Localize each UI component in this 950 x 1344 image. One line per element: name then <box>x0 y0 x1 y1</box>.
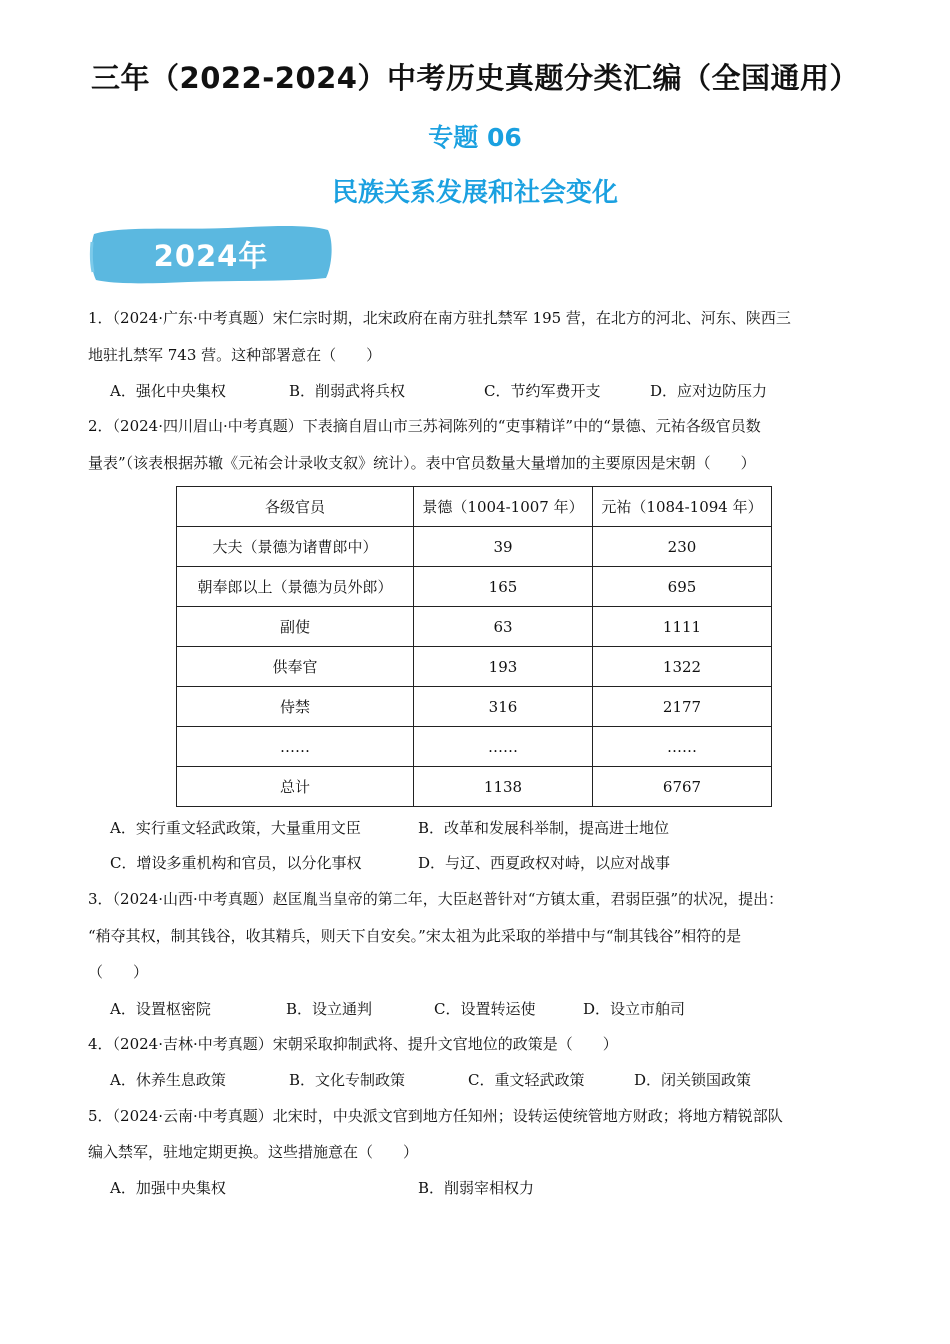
table-header-cell: 各级官员 <box>177 487 414 527</box>
table-row <box>177 607 772 647</box>
question-4-option-d: D．闭关锁国政策 <box>634 1071 752 1089</box>
table-cell: 695 <box>593 567 772 607</box>
question-1-line-2: 地驻扎禁军 743 营。这种部署意在（ ） <box>88 346 382 364</box>
table-cell: 2177 <box>593 687 772 727</box>
question-5-option-a: A．加强中央集权 <box>110 1179 226 1197</box>
table-cell: 1111 <box>593 607 772 647</box>
question-5-line-2: 编入禁军，驻地定期更换。这些措施意在（ ） <box>88 1143 419 1161</box>
question-5-option-b: B．削弱宰相权力 <box>418 1179 535 1197</box>
table-header-row <box>177 487 772 527</box>
table-cell: 230 <box>593 527 772 567</box>
table-cell: 朝奉郎以上（景德为员外郎） <box>177 567 414 607</box>
table-cell: 63 <box>414 607 593 647</box>
question-1-option-c: C．节约军费开支 <box>484 382 601 400</box>
table-cell: 6767 <box>593 767 772 807</box>
question-3-line-3: （ ） <box>88 963 149 981</box>
question-2-option-b: B．改革和发展科举制，提高进士地位 <box>418 819 670 837</box>
question-4-option-b: B．文化专制政策 <box>289 1071 406 1089</box>
question-4-option-a: A．休养生息政策 <box>110 1071 226 1089</box>
table-cell: 1322 <box>593 647 772 687</box>
question-2-option-d: D．与辽、西夏政权对峙，以应对战事 <box>418 854 671 872</box>
question-3-option-a: A．设置枢密院 <box>110 1000 211 1018</box>
table-cell: 165 <box>414 567 593 607</box>
table-cell: 316 <box>414 687 593 727</box>
topic-number: 专题 06 <box>428 123 522 152</box>
question-4-option-c: C．重文轻武政策 <box>468 1071 585 1089</box>
question-1-option-d: D．应对边防压力 <box>650 382 768 400</box>
question-1-option-a: A．强化中央集权 <box>110 382 226 400</box>
year-label: 2024年 <box>153 239 269 273</box>
table-cell: …… <box>414 727 593 767</box>
question-2-line-2: 量表”（该表根据苏辙《元祐会计录收支叙》统计）。表中官员数量大量增加的主要原因是宋朝（ ） <box>88 454 756 472</box>
question-2-option-c: C．增设多重机构和官员，以分化事权 <box>110 854 362 872</box>
table-cell: 大夫（景德为诸曹郎中） <box>177 527 414 567</box>
question-3-line-2: “稍夺其权，制其钱谷，收其精兵，则天下自安矣。”宋太祖为此采取的举措中与“制其钱谷”相符的是 <box>88 927 742 945</box>
table-cell: 总计 <box>177 767 414 807</box>
question-2-option-a: A．实行重文轻武政策，大量重用文臣 <box>110 819 361 837</box>
question-2-line-1: 2．（2024·四川眉山·中考真题）下表摘自眉山市三苏祠陈列的“吏事精详”中的“景德、元祐各级官员数 <box>88 417 761 435</box>
table-cell: 侍禁 <box>177 687 414 727</box>
question-5-line-1: 5．（2024·云南·中考真题）北宋时，中央派文官到地方任知州；设转运使统管地方财政；将地方精锐部队 <box>88 1107 783 1125</box>
year-badge <box>88 222 334 286</box>
question-1-line-1: 1．（2024·广东·中考真题）宋仁宗时期，北宋政府在南方驻扎禁军 195 营，在北方的河北、河东、陕西三 <box>88 309 791 327</box>
table-cell: 193 <box>414 647 593 687</box>
question-1-option-b: B．削弱武将兵权 <box>289 382 406 400</box>
question-3-option-d: D．设立市舶司 <box>583 1000 686 1018</box>
table-row <box>177 687 772 727</box>
document-title: 三年（2022-2024）中考历史真题分类汇编（全国通用） <box>91 61 859 95</box>
table-cell: …… <box>177 727 414 767</box>
table-row <box>177 767 772 807</box>
question-4-line-1: 4．（2024·吉林·中考真题）宋朝采取抑制武将、提升文官地位的政策是（ ） <box>88 1035 618 1053</box>
table-row <box>177 647 772 687</box>
table-header-cell: 元祐（1084-1094 年） <box>593 487 772 527</box>
table-cell: …… <box>593 727 772 767</box>
table-cell: 供奉官 <box>177 647 414 687</box>
table-row <box>177 527 772 567</box>
question-3-line-1: 3．（2024·山西·中考真题）赵匡胤当皇帝的第二年，大臣赵普针对“方镇太重，君弱臣强”的状况，提出： <box>88 890 784 908</box>
table-cell: 副使 <box>177 607 414 647</box>
table-row <box>177 727 772 767</box>
table-row <box>177 567 772 607</box>
table-cell: 1138 <box>414 767 593 807</box>
table-cell: 39 <box>414 527 593 567</box>
question-3-option-c: C．设置转运使 <box>434 1000 536 1018</box>
table-header-cell: 景德（1004-1007 年） <box>414 487 593 527</box>
question-3-option-b: B．设立通判 <box>286 1000 373 1018</box>
topic-subtitle: 民族关系发展和社会变化 <box>331 178 618 208</box>
officials-table <box>176 486 772 807</box>
